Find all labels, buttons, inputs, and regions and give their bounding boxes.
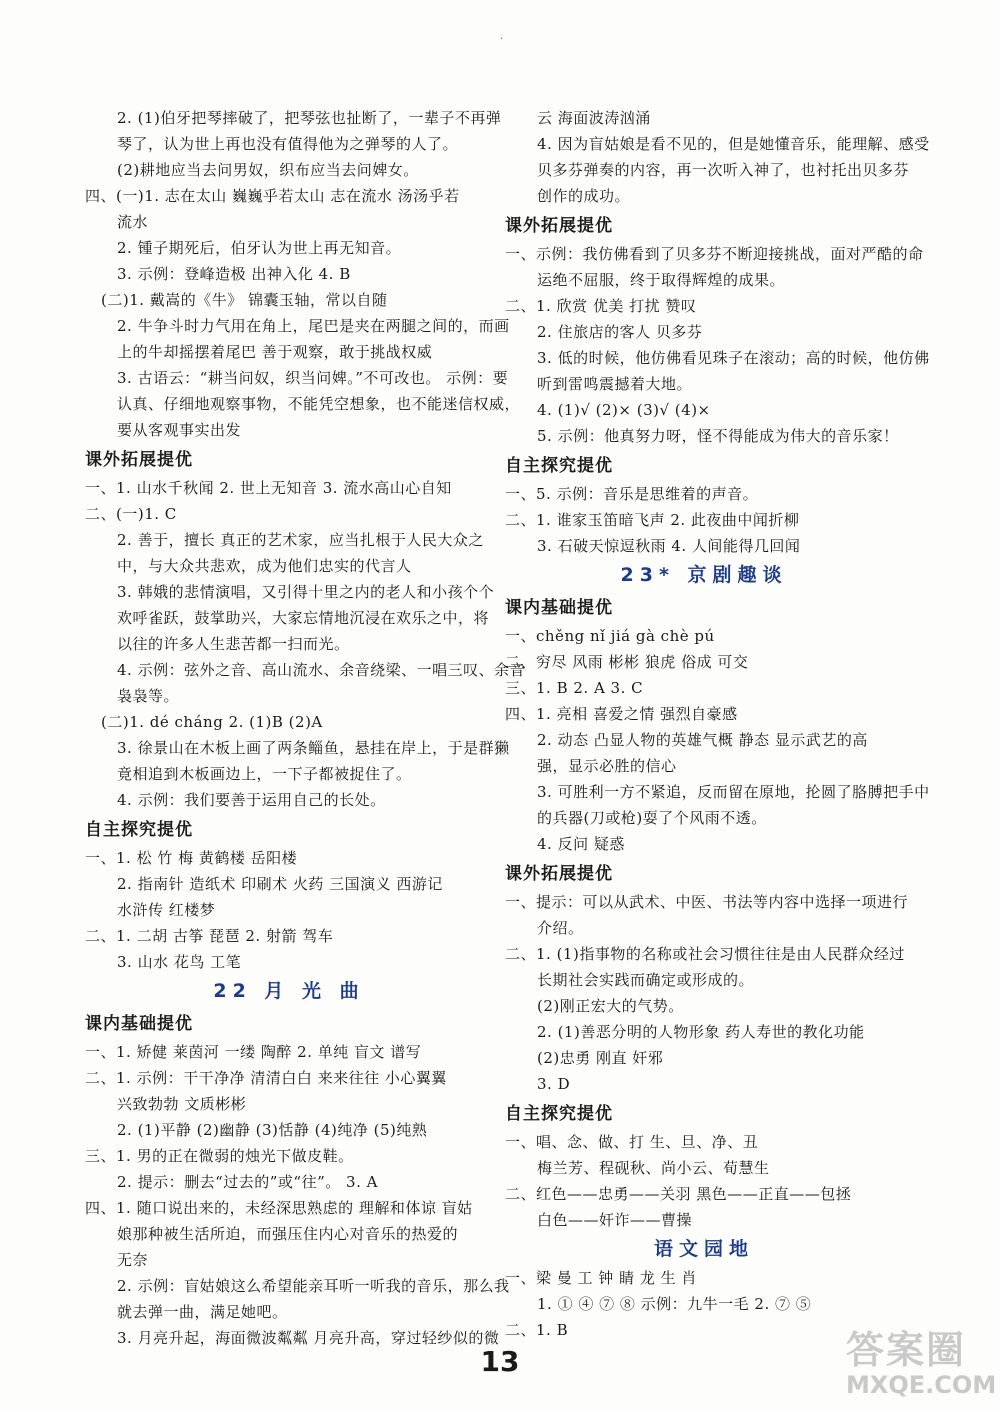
answer-line: 4. 示例：弦外之音、高山流水、余音绕梁、一唱三叹、余音 bbox=[117, 661, 526, 679]
answer-line: 3. 可胜利一方不紧追，反而留在原地，抡圆了胳膊把手中 bbox=[537, 783, 930, 801]
answer-line: 二、(一)1. C bbox=[85, 505, 177, 523]
section-heading: 自主探究提优 bbox=[85, 820, 193, 840]
answer-line: 要从客观事实出发 bbox=[117, 421, 242, 439]
answer-line: 一、5. 示例：音乐是思维着的声音。 bbox=[505, 485, 759, 503]
answer-line: 无奈 bbox=[117, 1251, 149, 1269]
answer-line: 水浒传 红楼梦 bbox=[117, 901, 216, 919]
section-heading: 课内基础提优 bbox=[85, 1014, 193, 1034]
answer-line: 3. 徐景山在木板上画了两条鲻鱼，悬挂在岸上，于是群獭 bbox=[117, 739, 510, 757]
answer-line: 3. 山水 花鸟 工笔 bbox=[117, 953, 242, 971]
answer-line: 3. 月亮升起，海面微波粼粼 月亮升高，穿过轻纱似的微 bbox=[117, 1329, 500, 1347]
answer-line: (二)1. dé cháng 2. (1)B (2)A bbox=[101, 713, 323, 731]
answer-line: 二、红色——忠勇——关羽 黑色——正直——包拯 bbox=[505, 1185, 852, 1203]
answer-line: 介绍。 bbox=[537, 919, 584, 937]
answer-line: 4. 示例：我们要善于运用自己的长处。 bbox=[117, 791, 386, 809]
answer-line: 一、梁 曼 工 钟 睛 龙 生 肖 bbox=[505, 1269, 697, 1287]
answer-line: 四、(一)1. 志在太山 巍巍乎若太山 志在流水 汤汤乎若 bbox=[85, 187, 460, 205]
answer-line: 听到雷鸣震撼着大地。 bbox=[537, 375, 693, 393]
answer-line: 中，与大众共悲欢，成为他们忠实的代言人 bbox=[117, 557, 412, 575]
answer-line: 贝多芬弹奏的内容，再一次听入神了，也衬托出贝多芬 bbox=[537, 161, 910, 179]
left-column bbox=[85, 105, 526, 1351]
answer-line: 二、1. 示例：干干净净 清清白白 来来往往 小心翼翼 bbox=[85, 1069, 447, 1087]
answer-line: 竟相追到木板画边上，一下子都被捉住了。 bbox=[117, 765, 412, 783]
answer-line: 运绝不屈服，终于取得辉煌的成果。 bbox=[537, 271, 786, 289]
answer-line: 就去弹一曲，满足她吧。 bbox=[117, 1303, 288, 1321]
answer-line: 2. 指南针 造纸术 印刷术 火药 三国演义 西游记 bbox=[117, 875, 443, 893]
answer-line: 流水 bbox=[117, 213, 149, 231]
answer-line: 长期社会实践而确定或形成的。 bbox=[537, 971, 755, 989]
answer-line: 云 海面波涛汹涌 bbox=[537, 109, 651, 127]
answer-line: 2. (1)平静 (2)幽静 (3)恬静 (4)纯净 (5)纯熟 bbox=[117, 1121, 428, 1139]
answer-line: 2. (1)伯牙把琴摔破了，把琴弦也扯断了，一辈子不再弹 bbox=[117, 109, 502, 127]
right-column bbox=[505, 105, 930, 1343]
answer-line: 二、1. 谁家玉笛暗飞声 2. 此夜曲中闻折柳 bbox=[505, 511, 800, 529]
answer-line: 创作的成功。 bbox=[537, 187, 631, 205]
answer-line: 二、1. 二胡 古筝 琵琶 2. 射箭 驾车 bbox=[85, 927, 334, 945]
answer-line: 二、1. B bbox=[505, 1321, 569, 1339]
answer-line: 3. 古语云：“耕当问奴，织当问婢。”不可改也。 示例：要 bbox=[117, 369, 509, 387]
section-heading: 自主探究提优 bbox=[505, 1104, 613, 1124]
page-number: 13 bbox=[480, 1345, 520, 1378]
section-heading: 课内基础提优 bbox=[505, 598, 613, 618]
watermark bbox=[846, 1330, 996, 1405]
answer-line: 2. 锺子期死后，伯牙认为世上再无知音。 bbox=[117, 239, 402, 257]
answer-line: 一、提示：可以从武术、中医、书法等内容中选择一项进行 bbox=[505, 893, 909, 911]
answer-line: 三、1. 男的正在微弱的烛光下做皮鞋。 bbox=[85, 1147, 354, 1165]
answer-line: 一、示例：我仿佛看到了贝多芬不断迎接挑战，面对严酷的命 bbox=[505, 245, 924, 263]
answer-line: 4. (1)√ (2)× (3)√ (4)× bbox=[537, 401, 711, 419]
answer-line: 二、1. (1)指事物的名称或社会习惯往往是由人民群众经过 bbox=[505, 945, 905, 963]
answer-line: 4. 反问 疑惑 bbox=[537, 835, 625, 853]
answer-line: (二)1. 戴嵩的《牛》 锦囊玉轴，常以自随 bbox=[101, 291, 388, 309]
section-heading: 课外拓展提优 bbox=[505, 216, 613, 236]
answer-line: 一、chěng nǐ jiá gà chè pú bbox=[505, 627, 715, 645]
answer-line: 1. ① ④ ⑦ ⑧ 示例：九牛一毛 2. ⑦ ⑤ bbox=[537, 1295, 812, 1313]
answer-line: 琴了，认为世上再也没有值得他为之弹琴的人了。 bbox=[117, 135, 459, 153]
answer-line: 三、1. B 2. A 3. C bbox=[505, 679, 644, 697]
watermark-url: MXQE.COM bbox=[846, 1371, 997, 1399]
answer-line: 3. D bbox=[537, 1075, 571, 1093]
watermark-logo: 答案圈 bbox=[846, 1328, 967, 1372]
top-mark: · bbox=[500, 34, 504, 45]
answer-line: 2. 善于，擅长 真正的艺术家，应当扎根于人民大众之 bbox=[117, 531, 484, 549]
answer-line: 认真、仔细地观察事物，不能凭空想象，也不能迷信权威， bbox=[117, 395, 521, 413]
answer-line: 四、1. 亮相 喜爱之情 强烈自豪感 bbox=[505, 705, 738, 723]
answer-line: 四、1. 随口说出来的，未经深思熟虑的 理解和体谅 盲姑 bbox=[85, 1199, 473, 1217]
answer-line: (2)忠勇 刚直 奸邪 bbox=[537, 1049, 664, 1067]
answer-line: 2. (1)善恶分明的人物形象 药人寿世的教化功能 bbox=[537, 1023, 865, 1041]
answer-line: 2. 动态 凸显人物的英雄气概 静态 显示武艺的高 bbox=[537, 731, 868, 749]
answer-line: 2. 牛争斗时力气用在角上，尾巴是夹在两腿之间的，而画 bbox=[117, 317, 510, 335]
answer-line: 强，显示必胜的信心 bbox=[537, 757, 677, 775]
answer-line: 的兵器(刀或枪)耍了个风雨不透。 bbox=[537, 809, 767, 827]
answer-line: 2. 住旅店的客人 贝多芬 bbox=[537, 323, 703, 341]
answer-line: 二、1. 欣赏 优美 打扰 赞叹 bbox=[505, 297, 697, 315]
answer-line: 一、唱、念、做、打 生、旦、净、丑 bbox=[505, 1133, 759, 1151]
answer-line: 梅兰芳、程砚秋、尚小云、荀慧生 bbox=[537, 1159, 770, 1177]
answer-line: 袅袅等。 bbox=[117, 687, 180, 705]
section-heading: 课外拓展提优 bbox=[85, 450, 193, 470]
answer-line: 3. 低的时候，他仿佛看见珠子在滚动；高的时候，他仿佛 bbox=[537, 349, 930, 367]
answer-line: (2)刚正宏大的气势。 bbox=[537, 997, 684, 1015]
lesson-title: 23* 京剧趣谈 bbox=[620, 564, 788, 586]
section-heading: 自主探究提优 bbox=[505, 456, 613, 476]
answer-line: 一、1. 山水千秋闻 2. 世上无知音 3. 流水高山心自知 bbox=[85, 479, 452, 497]
answer-line: 3. 示例：登峰造极 出神入化 4. B bbox=[117, 265, 351, 283]
answer-line: 2. 提示：删去“过去的”或“往”。 3. A bbox=[117, 1173, 378, 1191]
answer-line: (2)耕地应当去问男奴，织布应当去问婢女。 bbox=[117, 161, 419, 179]
answer-line: 2. 示例：盲姑娘这么希望能亲耳听一听我的音乐，那么我 bbox=[117, 1277, 510, 1295]
answer-line: 5. 示例：他真努力呀，怪不得能成为伟大的音乐家！ bbox=[537, 427, 899, 445]
section-heading: 课外拓展提优 bbox=[505, 864, 613, 884]
answer-line: 娘那种被生活所迫，而强压住内心对音乐的热爱的 bbox=[117, 1225, 459, 1243]
answer-line: 欢呼雀跃，鼓掌助兴，大家忘情地沉浸在欢乐之中，将 bbox=[117, 609, 490, 627]
answer-line: 4. 因为盲姑娘是看不见的，但是她懂音乐，能理解、感受 bbox=[537, 135, 930, 153]
answer-line: 一、1. 矫健 莱茵河 一缕 陶醉 2. 单纯 盲文 谱写 bbox=[85, 1043, 422, 1061]
answer-line: 以往的许多人生悲苦都一扫而光。 bbox=[117, 635, 350, 653]
answer-line: 白色——奸诈——曹操 bbox=[537, 1211, 693, 1229]
answer-line: 上的牛却摇摆着尾巴 善于观察，敢于挑战权威 bbox=[117, 343, 433, 361]
answer-line: 3. 石破天惊逗秋雨 4. 人间能得几回闻 bbox=[537, 537, 801, 555]
answer-line: 兴致勃勃 文质彬彬 bbox=[117, 1095, 247, 1113]
lesson-title: 语文园地 bbox=[653, 1238, 754, 1260]
answer-line: 3. 韩娥的悲情演唱，又引得十里之内的老人和小孩个个 bbox=[117, 583, 495, 601]
answer-line: 二、穷尽 风雨 彬彬 狼虎 俗成 可交 bbox=[505, 653, 749, 671]
lesson-title: 22 月 光 曲 bbox=[213, 980, 365, 1002]
answer-line: 一、1. 松 竹 梅 黄鹤楼 岳阳楼 bbox=[85, 849, 298, 867]
